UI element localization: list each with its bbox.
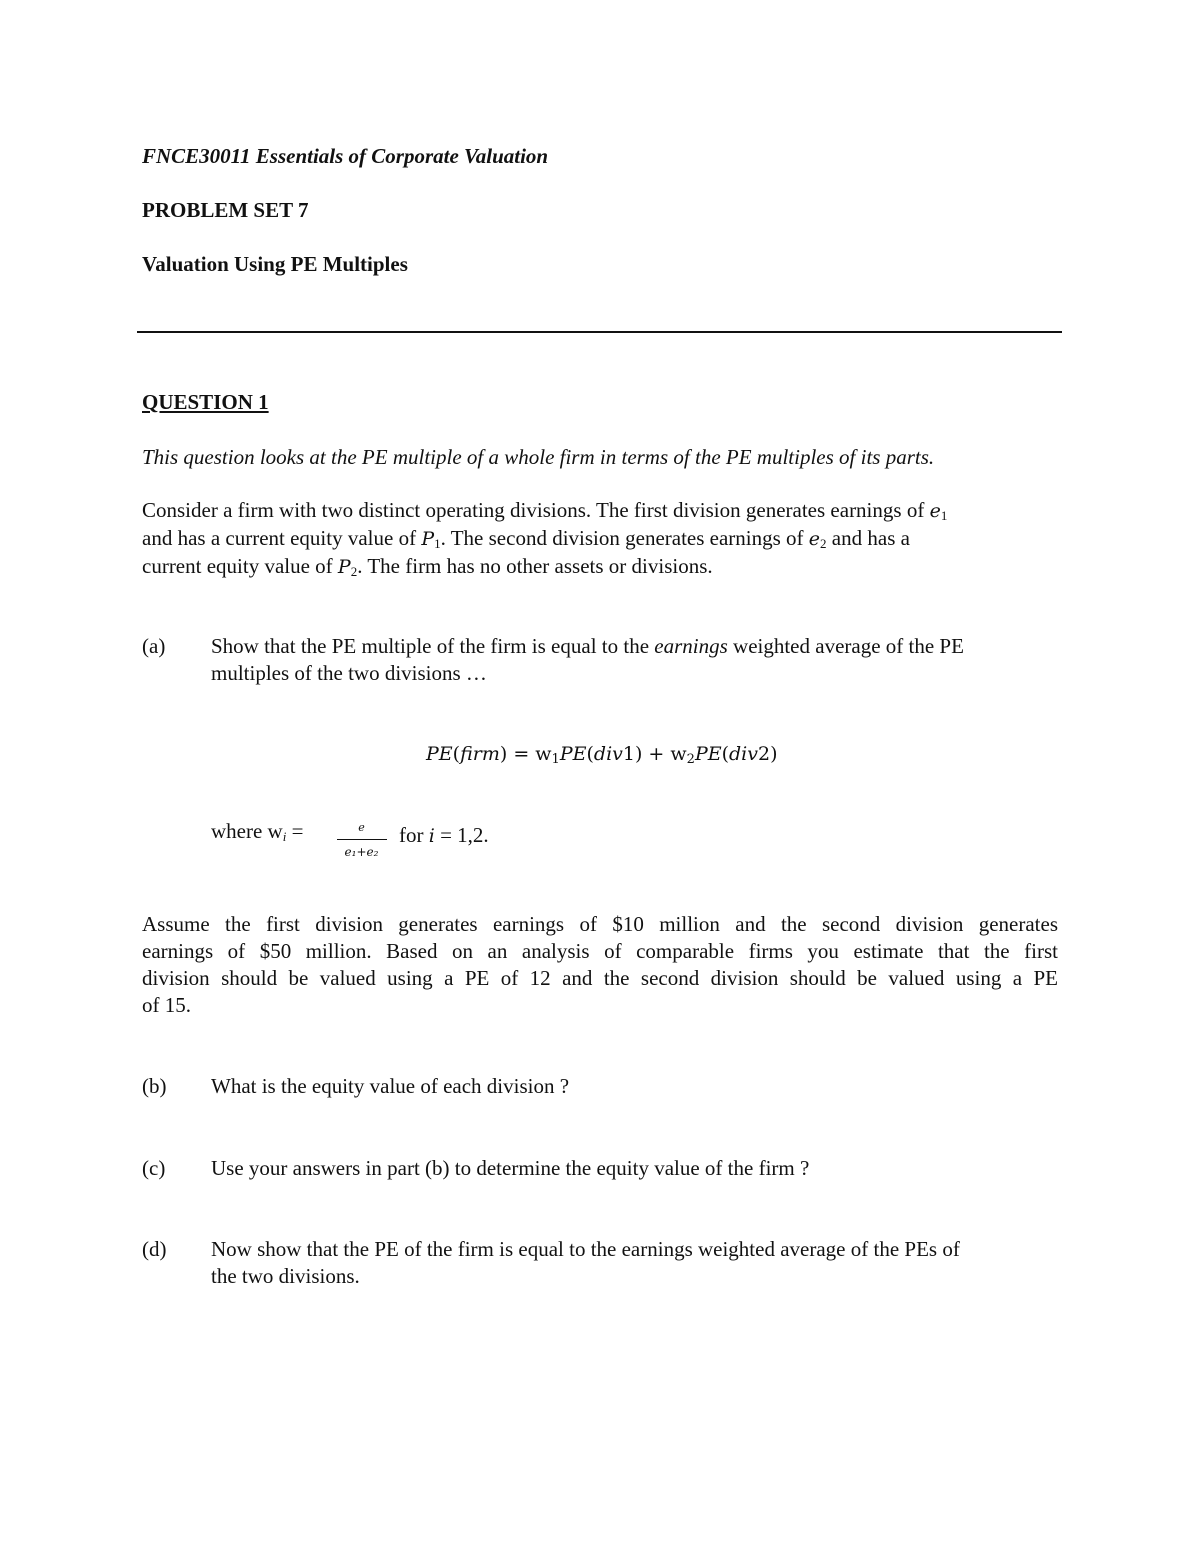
horizontal-divider (137, 331, 1062, 333)
formula-div1: div (593, 743, 623, 765)
formula-paren-open-3: ( (721, 743, 730, 765)
consider-line-1 (142, 497, 1058, 525)
part-a-text (211, 633, 1061, 687)
formula-paren-close-1: ) (499, 743, 508, 765)
formula-w2-subscript: 2 (686, 752, 695, 767)
formula-paren-open-2: ( (586, 743, 594, 765)
part-a-line-2: multiples of the two divisions … (211, 661, 487, 685)
where-subscript: i (282, 829, 287, 844)
fraction-numerator: e (358, 821, 365, 834)
where-text: where w (211, 819, 283, 843)
part-d-label: (d) (142, 1237, 167, 1261)
e1-symbol: e (929, 500, 941, 522)
assume-line-3: division should be valued using a PE of 12 and the second division should be valued using a PE (142, 966, 1058, 990)
consider-line-2 (142, 525, 1058, 553)
fraction-denominator: e₁+e₂ (344, 845, 379, 859)
assume-paragraph (142, 911, 1058, 1019)
question-1-intro: This question looks at the PE multiple of a whole firm in terms of the PE multiples of its parts. (142, 445, 935, 469)
weight-definition (211, 818, 611, 868)
part-b-text (211, 1073, 1061, 1100)
formula-pe-firm: PE (426, 743, 453, 765)
assume-line-2: earnings of $50 million. Based on an analysis of comparable firms you estimate that the first (142, 939, 1058, 963)
consider-text-3a: current equity value of (142, 554, 338, 578)
formula-pe-div2: PE (694, 743, 722, 765)
weight-fraction (334, 822, 389, 864)
consider-text-3b: . The firm has no other assets or divisions. (357, 554, 713, 578)
p1-symbol: P (421, 528, 435, 550)
e2-subscript: 2 (820, 536, 827, 551)
formula-w1-subscript: 1 (551, 752, 560, 767)
where-label (211, 818, 303, 845)
part-a-label: (a) (142, 634, 166, 658)
consider-text-2c: and has a (826, 526, 910, 550)
course-title: FNCE30011 Essentials of Corporate Valuation (142, 144, 549, 168)
part-b-line-1: What is the equity value of each division ? (211, 1074, 570, 1098)
part-c-label: (c) (142, 1156, 166, 1180)
part-c-text (211, 1155, 1061, 1182)
where-tail (399, 822, 489, 850)
consider-paragraph (142, 497, 1058, 581)
consider-text-2b: . The second division generates earnings of (440, 526, 809, 550)
part-a-emphasis: earnings (654, 634, 728, 658)
part-a-text-1b: weighted average of the PE (727, 634, 964, 658)
part-a-text-1a: Show that the PE multiple of the firm is equal to the (211, 634, 655, 658)
formula-eq-w: = w (507, 743, 552, 765)
formula-paren-open-1: ( (452, 743, 461, 765)
pe-formula (426, 741, 778, 768)
formula-firm: firm (460, 743, 500, 765)
part-a-line-1 (211, 633, 1061, 660)
part-d-line-1: Now show that the PE of the firm is equal to the earnings weighted average of the PEs of (211, 1237, 960, 1261)
problem-set-title: PROBLEM SET 7 (142, 198, 309, 222)
where-tail-a: for (399, 823, 429, 847)
p2-subscript: 2 (350, 564, 358, 579)
part-b-label: (b) (142, 1074, 167, 1098)
where-tail-i: i (428, 825, 435, 847)
fraction-bar (337, 839, 387, 840)
assume-line-4: of 15. (142, 993, 191, 1017)
p1-subscript: 1 (434, 536, 441, 551)
question-1-heading: QUESTION 1 (142, 390, 269, 414)
p2-symbol: P (337, 556, 351, 578)
formula-div2-tail: 2) (758, 743, 778, 765)
formula-pe-div1: PE (559, 743, 587, 765)
e2-symbol: e (808, 528, 821, 550)
consider-line-3 (142, 553, 1058, 581)
consider-text-2a: and has a current equity value of (142, 526, 422, 550)
part-d-text (211, 1236, 1061, 1290)
part-d-line-2: the two divisions. (211, 1264, 360, 1288)
formula-div2: div (729, 743, 758, 765)
consider-text-1a: Consider a firm with two distinct operating divisions. The first division generates earnings of (142, 498, 930, 522)
part-c-line-1: Use your answers in part (b) to determine the equity value of the firm ? (211, 1156, 810, 1180)
where-equals: = (286, 819, 304, 843)
assume-line-1: Assume the first division generates earnings of $10 million and the second division generates (142, 912, 1058, 936)
e1-subscript: 1 (940, 508, 948, 523)
formula-div1-tail: 1) + w (622, 743, 687, 765)
topic-title: Valuation Using PE Multiples (142, 252, 408, 276)
where-tail-b: = 1,2. (434, 823, 489, 847)
